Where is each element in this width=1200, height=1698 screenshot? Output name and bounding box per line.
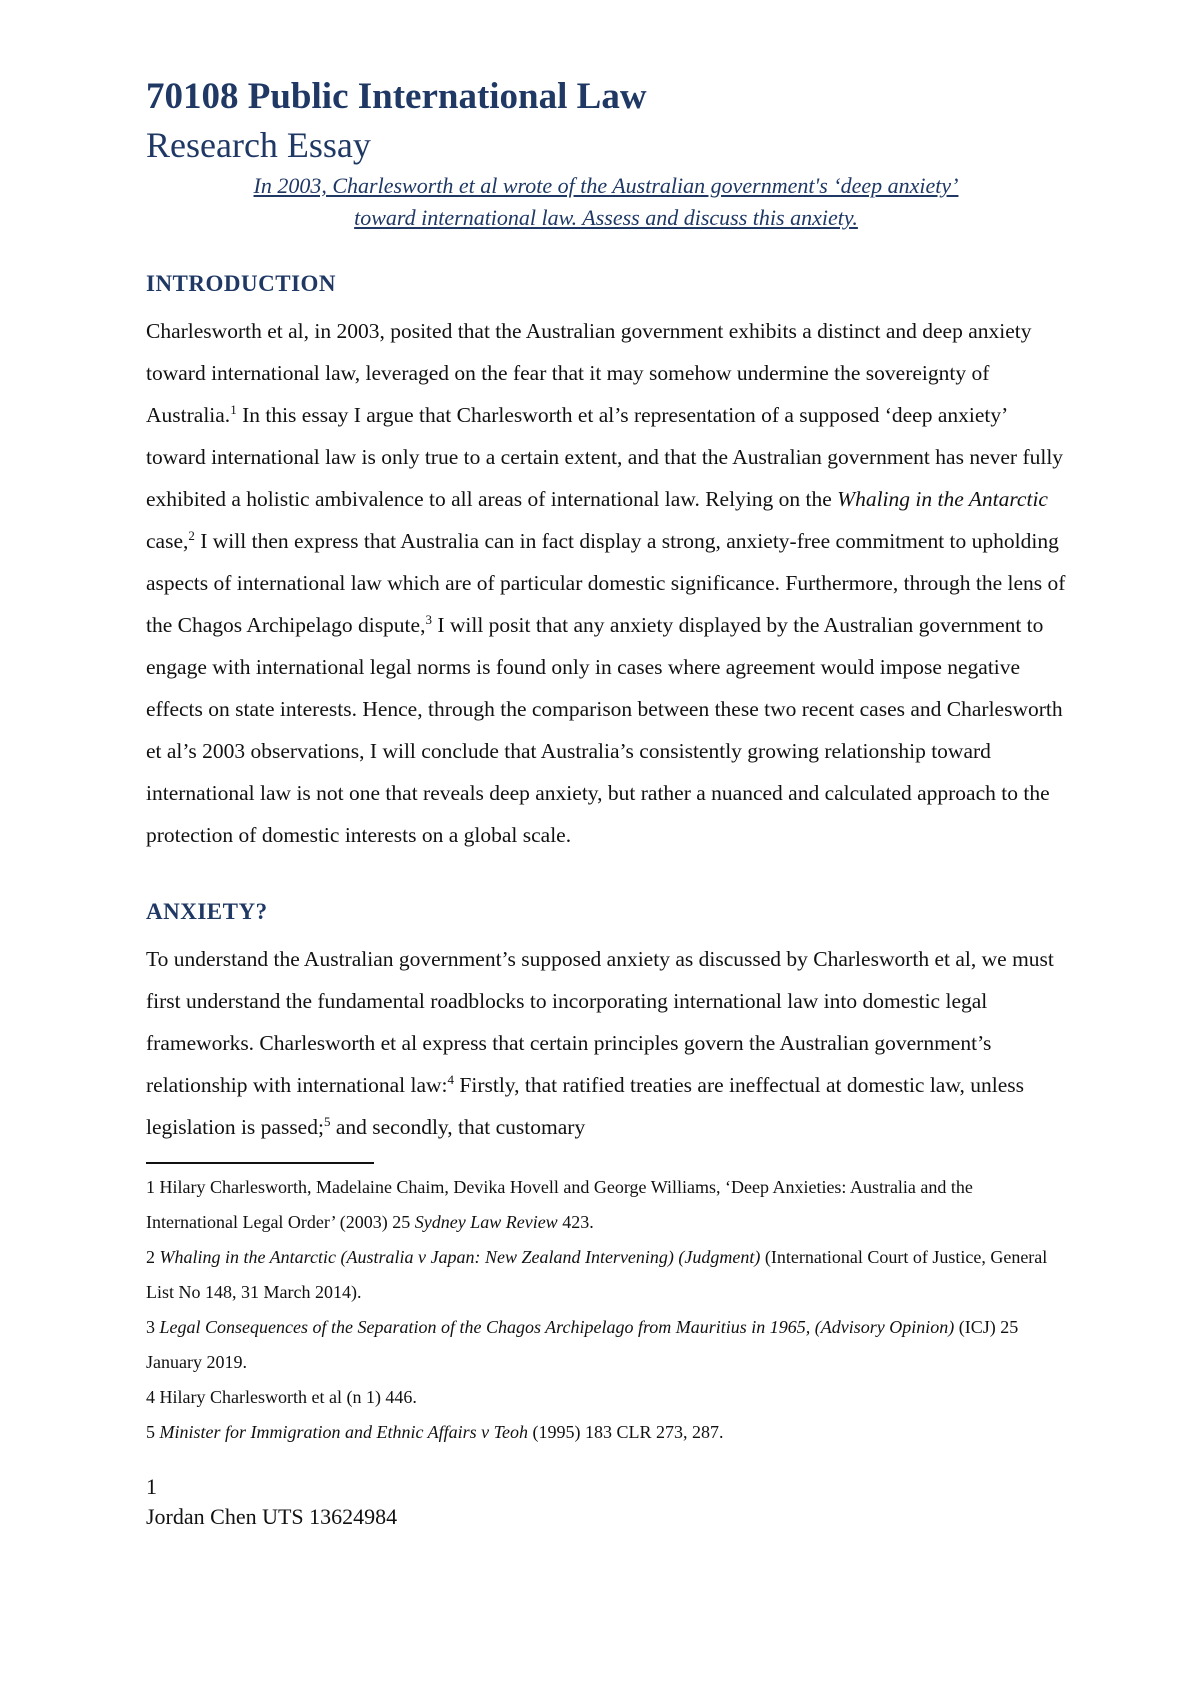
footnote-4-text: Hilary Charlesworth et al (n 1) 446. [159, 1387, 417, 1407]
page-footer [146, 1472, 1066, 1532]
anxiety-heading: ANXIETY? [146, 899, 268, 924]
footnote-2-number: 2 [146, 1247, 155, 1267]
anxiety-text-2: Firstly, that ratified treaties are ineffectual at domestic law, unless legislation is passed; [146, 1073, 1024, 1139]
anxiety-paragraph [146, 938, 1066, 1148]
intro-text-2: In this essay I argue that Charlesworth et al’s representation of a supposed ‘deep anxiety’ toward international law is only true to a certain extent, and that the Australian government has never fully exhibited a holistic ambivalence to all areas of international law. Relying on the [146, 403, 1064, 511]
page-number: 1 [146, 1474, 157, 1499]
footnote-4-number: 4 [146, 1387, 155, 1407]
intro-text-5: I will posit that any anxiety displayed by the Australian government to engage with international legal norms is found only in cases where agreement would impose negative effects on state interests. Hence, through the comparison between these two recent cases and Charlesworth et al’s 2003 observations, I will conclude that Australia’s consistently growing relationship toward international law is not one that reveals deep anxiety, but rather a nuanced and calculated approach to the protection of domestic interests on a global scale. [146, 613, 1063, 847]
footnote-4 [146, 1380, 1066, 1415]
footnote-1-journal: Sydney Law Review [414, 1212, 558, 1232]
footnote-5-case: Minister for Immigration and Ethnic Affairs v Teoh [159, 1422, 529, 1442]
footnote-2-case: Whaling in the Antarctic (Australia v Japan: New Zealand Intervening) (Judgment) [159, 1247, 761, 1267]
footnote-5-number: 5 [146, 1422, 155, 1442]
author-line: Jordan Chen UTS 13624984 [146, 1504, 398, 1529]
footnote-5 [146, 1415, 1066, 1450]
footnotes [146, 1170, 1066, 1450]
footnote-3-end: (ICJ) 25 January 2019. [146, 1317, 1019, 1372]
page-content [146, 72, 1066, 1532]
footnote-ref-2: 2 [188, 527, 195, 543]
footnote-2-end: (International Court of Justice, General List No 148, 31 March 2014). [146, 1247, 1048, 1302]
intro-text-1: Charlesworth et al, in 2003, posited that the Australian government exhibits a distinct and deep anxiety toward international law, leveraged on the fear that it may somehow undermine the sovereignty of Australia. [146, 319, 1032, 427]
introduction-heading: INTRODUCTION [146, 271, 337, 296]
footnote-1-end: 423. [557, 1212, 594, 1232]
anxiety-text-3: and secondly, that customary [330, 1115, 586, 1139]
document-subtitle: Research Essay [146, 125, 371, 165]
footnote-1-text: Hilary Charlesworth, Madelaine Chaim, Devika Hovell and George Williams, ‘Deep Anxieties: Australia and the International Legal Order’ (2003) 25 [146, 1177, 973, 1232]
essay-question-line-1: In 2003, Charlesworth et al wrote of the Australian government's ‘deep anxiety’ [253, 173, 959, 198]
document-title: 70108 Public International Law [146, 76, 647, 117]
footnote-3-case: Legal Consequences of the Separation of the Chagos Archipelago from Mauritius in 1965, (Advisory Opinion) [159, 1317, 955, 1337]
footnote-ref-4: 4 [447, 1071, 455, 1087]
footnote-2 [146, 1240, 1066, 1310]
essay-question [146, 170, 1066, 234]
intro-text-3: case, [146, 529, 189, 553]
essay-question-line-2: toward international law. Assess and discuss this anxiety. [354, 205, 858, 230]
footnote-separator [146, 1162, 374, 1164]
footnote-3-number: 3 [146, 1317, 155, 1337]
intro-text-4: I will then express that Australia can in fact display a strong, anxiety-free commitment to upholding aspects of international law which are of particular domestic significance. Furthermore, through the lens of the Chagos Archipelago dispute, [146, 529, 1066, 637]
footnote-1 [146, 1170, 1066, 1240]
footnote-1-number: 1 [146, 1177, 155, 1197]
footnote-ref-3: 3 [425, 611, 432, 627]
anxiety-text-1: To understand the Australian government’s supposed anxiety as discussed by Charlesworth et al, we must first understand the fundamental roadblocks to incorporating international law into domestic legal frameworks. Charlesworth et al express that certain principles govern the Australian government’s relationship with international law: [146, 947, 1054, 1097]
footnote-ref-5: 5 [323, 1113, 331, 1129]
footnote-5-end: (1995) 183 CLR 273, 287. [528, 1422, 724, 1442]
introduction-paragraph [146, 310, 1066, 856]
case-name-whaling: Whaling in the Antarctic [837, 487, 1048, 511]
footnote-ref-1: 1 [230, 401, 237, 417]
footnote-3 [146, 1310, 1066, 1380]
